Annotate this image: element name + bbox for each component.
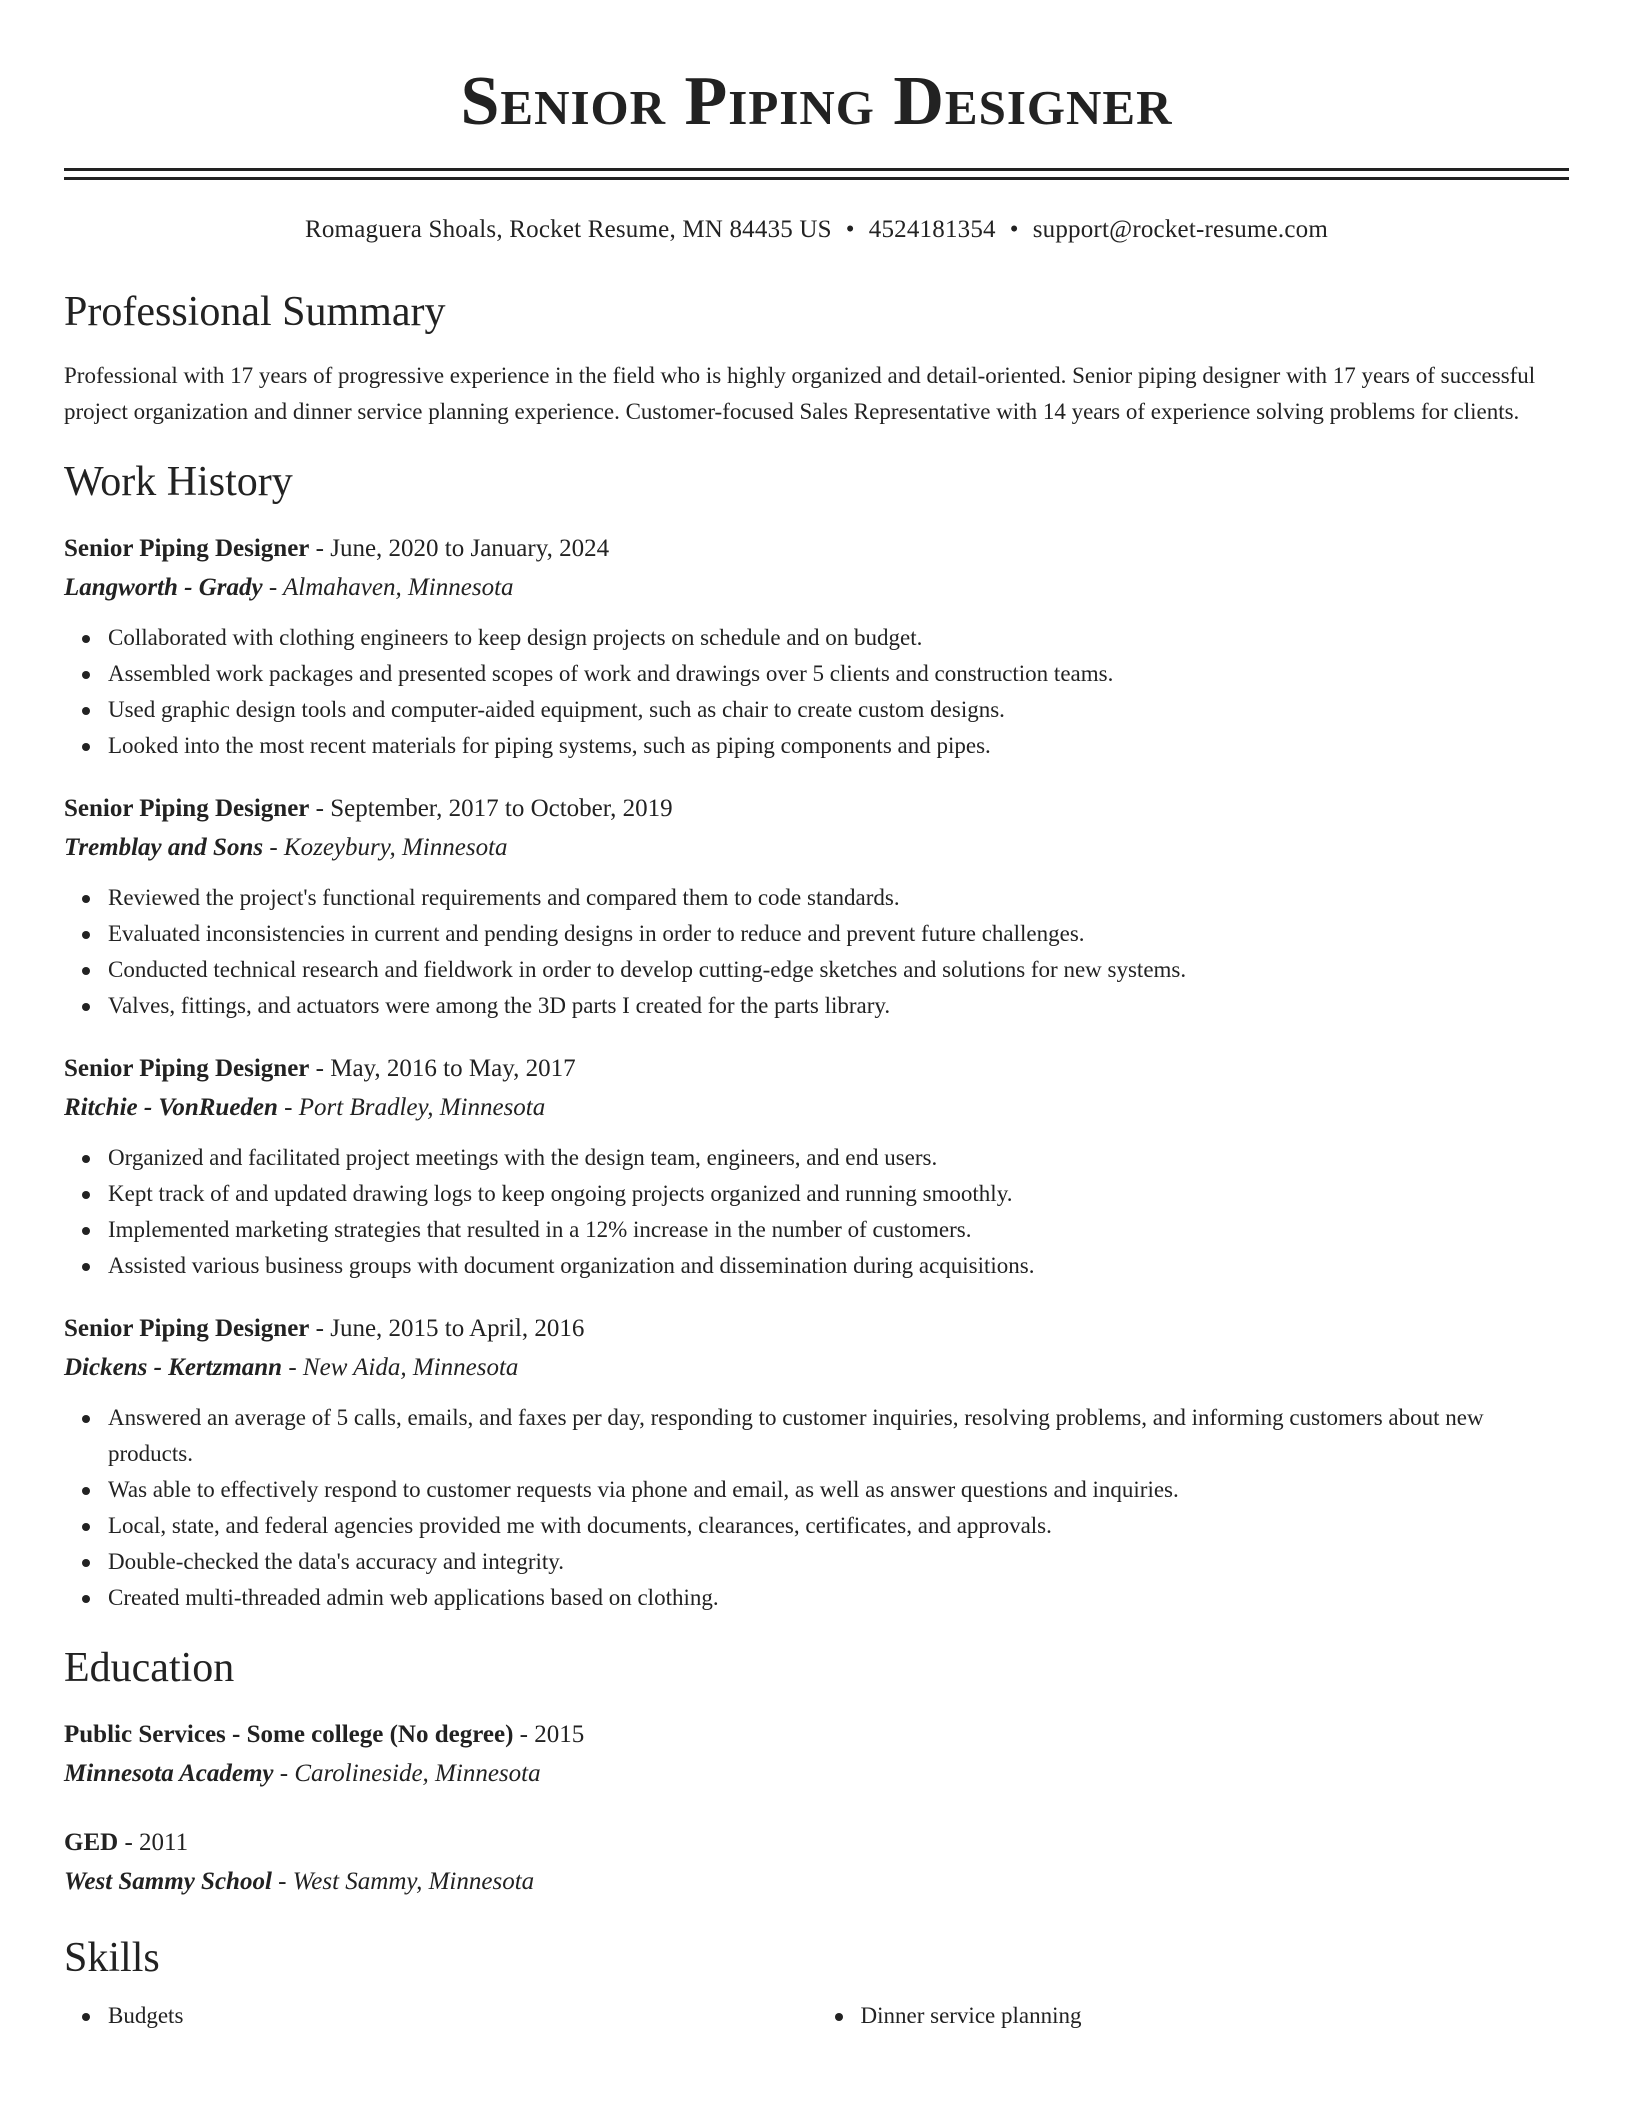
- resume-name: Senior Piping Designer: [460, 63, 1173, 140]
- job-title-line: [64, 1310, 1569, 1348]
- job-dates: - June, 2015 to April, 2016: [309, 1315, 585, 1342]
- job-role: Senior Piping Designer: [64, 795, 310, 822]
- job-title-line: [64, 790, 1569, 828]
- list-item: Implemented marketing strategies that resulted in a 12% increase in the number of customers.: [108, 1212, 1569, 1248]
- job-entry: [64, 1310, 1569, 1616]
- section-title-work-history: Work History: [64, 459, 293, 505]
- education-year: - 2015: [513, 1721, 585, 1748]
- list-item: Valves, fittings, and actuators were among the 3D parts I created for the parts library.: [108, 988, 1569, 1024]
- job-company: Tremblay and Sons: [64, 834, 264, 861]
- job-role: Senior Piping Designer: [64, 535, 310, 562]
- contact-phone: 4524181354: [868, 216, 996, 243]
- job-company-line: [64, 568, 1569, 608]
- list-item: Conducted technical research and fieldwork in order to develop cutting-edge sketches and solutions for new systems.: [108, 952, 1569, 988]
- skill-item: Budgets: [108, 1998, 817, 2034]
- job-bullets: [64, 1140, 1569, 1284]
- education-school: Minnesota Academy: [64, 1760, 274, 1787]
- contact-email: support@rocket-resume.com: [1032, 216, 1328, 243]
- education-degree-line: [64, 1824, 1569, 1862]
- list-item: Used graphic design tools and computer-aided equipment, such as chair to create custom designs.: [108, 692, 1569, 728]
- section-title-summary: Professional Summary: [64, 289, 446, 335]
- skills-column-left: [64, 1998, 817, 2034]
- section-title-skills: Skills: [64, 1935, 160, 1981]
- job-bullets: [64, 880, 1569, 1024]
- job-dates: - May, 2016 to May, 2017: [309, 1055, 576, 1082]
- education-school: West Sammy School: [64, 1868, 272, 1895]
- job-entry: [64, 790, 1569, 1024]
- job-role: Senior Piping Designer: [64, 1315, 310, 1342]
- job-company: Ritchie - VonRueden: [64, 1094, 278, 1121]
- education-school-line: [64, 1754, 1569, 1794]
- list-item: Double-checked the data's accuracy and integrity.: [108, 1544, 1569, 1580]
- resume-page: [64, 0, 1569, 2034]
- job-company-line: [64, 828, 1569, 868]
- job-title-line: [64, 530, 1569, 568]
- education-degree: GED: [64, 1829, 119, 1856]
- contact-line: [64, 214, 1569, 246]
- list-item: Looked into the most recent materials for piping systems, such as piping components and pipes.: [108, 728, 1569, 764]
- job-company: Dickens - Kertzmann: [64, 1354, 283, 1381]
- section-title-education: Education: [64, 1645, 235, 1691]
- job-company-line: [64, 1348, 1569, 1388]
- job-location: - New Aida, Minnesota: [282, 1354, 519, 1381]
- work-history-list: [64, 530, 1569, 1616]
- list-item: Assisted various business groups with document organization and dissemination during acquisitions.: [108, 1248, 1569, 1284]
- job-entry: [64, 530, 1569, 764]
- education-school-line: [64, 1862, 1569, 1902]
- education-degree: Public Services - Some college (No degree): [64, 1721, 514, 1748]
- job-company: Langworth - Grady: [64, 574, 263, 601]
- education-year: - 2011: [118, 1829, 189, 1856]
- job-bullets: [64, 620, 1569, 764]
- skills-grid: [64, 1998, 1569, 2034]
- job-location: - Port Bradley, Minnesota: [277, 1094, 546, 1121]
- contact-address: Romaguera Shoals, Rocket Resume, MN 84435 US: [304, 216, 832, 243]
- list-item: Collaborated with clothing engineers to keep design projects on schedule and on budget.: [108, 620, 1569, 656]
- list-item: Organized and facilitated project meetings with the design team, engineers, and end users.: [108, 1140, 1569, 1176]
- skills-column-right: [817, 1998, 1570, 2034]
- summary-text: Professional with 17 years of progressive experience in the field who is highly organized and detail-oriented. Senior piping designer with 17 years of successful project organization and dinner service planning experience. Customer-focused Sales Representative with 14 years of experience solving problems for clients.: [64, 363, 1536, 424]
- education-location: - West Sammy, Minnesota: [271, 1868, 535, 1895]
- job-entry: [64, 1050, 1569, 1284]
- job-location: - Almahaven, Minnesota: [262, 574, 514, 601]
- list-item: Was able to effectively respond to customer requests via phone and email, as well as answer questions and inquiries.: [108, 1472, 1569, 1508]
- list-item: Kept track of and updated drawing logs to keep ongoing projects organized and running smoothly.: [108, 1176, 1569, 1212]
- education-entry: [64, 1824, 1569, 1902]
- job-bullets: [64, 1400, 1569, 1616]
- list-item: Assembled work packages and presented scopes of work and drawings over 5 clients and construction teams.: [108, 656, 1569, 692]
- education-degree-line: [64, 1716, 1569, 1754]
- education-entry: [64, 1716, 1569, 1794]
- list-item: Reviewed the project's functional requirements and compared them to code standards.: [108, 880, 1569, 916]
- education-location: - Carolineside, Minnesota: [273, 1760, 541, 1787]
- list-item: Evaluated inconsistencies in current and pending designs in order to reduce and prevent future challenges.: [108, 916, 1569, 952]
- job-dates: - September, 2017 to October, 2019: [309, 795, 673, 822]
- contact-separator: •: [845, 216, 855, 243]
- list-item: Created multi-threaded admin web applications based on clothing.: [108, 1580, 1569, 1616]
- header-double-rule: [64, 168, 1569, 180]
- job-location: - Kozeybury, Minnesota: [263, 834, 508, 861]
- skill-item: Dinner service planning: [861, 1998, 1570, 2034]
- list-item: Answered an average of 5 calls, emails, and faxes per day, responding to customer inquiries, resolving problems, and informing customers about new products.: [108, 1400, 1569, 1472]
- contact-separator: •: [1009, 216, 1019, 243]
- job-title-line: [64, 1050, 1569, 1088]
- list-item: Local, state, and federal agencies provided me with documents, clearances, certificates, and approvals.: [108, 1508, 1569, 1544]
- job-role: Senior Piping Designer: [64, 1055, 310, 1082]
- job-company-line: [64, 1088, 1569, 1128]
- job-dates: - June, 2020 to January, 2024: [309, 535, 610, 562]
